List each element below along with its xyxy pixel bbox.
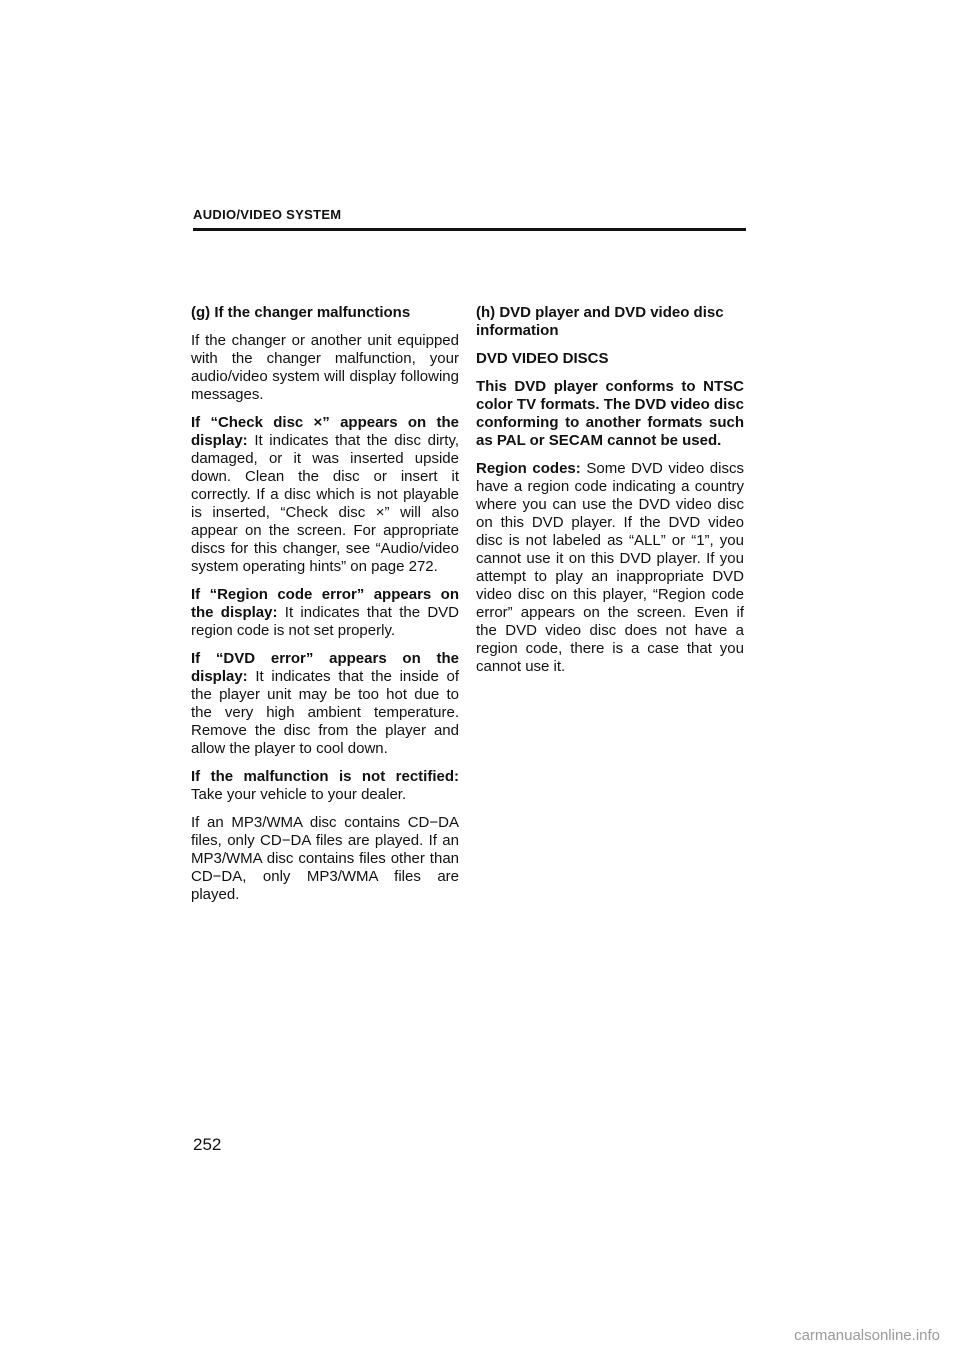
region-codes-paragraph — [476, 460, 744, 676]
item-region-code-error — [191, 586, 459, 640]
item-label: If “Region code error” appears on the display: — [191, 586, 459, 621]
section-h-heading: (h) DVD player and DVD video disc information — [476, 304, 724, 339]
region-codes-text: Some DVD video discs have a region code indicating a country where you can use the DVD video disc on this DVD player. If the DVD video disc is not labeled as “ALL” or “1”, you cannot use it on this DVD player. If you attempt to play an inappropriate DVD video disc on this player, “Region code error” appears on the screen. Even if the DVD video disc does not have a region code, there is a case that you cannot use it. — [476, 460, 744, 675]
item-label: If the malfunction is not rectified: — [191, 768, 459, 785]
header-rule — [193, 228, 746, 231]
intro-paragraph: If the changer or another unit equipped with the changer malfunction, your audio/video system will display following messages. — [191, 332, 459, 403]
section-title: AUDIO/VIDEO SYSTEM — [193, 207, 342, 222]
section-g-heading: (g) If the changer malfunctions — [191, 304, 411, 321]
item-dvd-error — [191, 650, 459, 758]
item-text: It indicates that the inside of the player unit may be too hot due to the very high ambient temperature. Remove the disc from the player and allow the player to cool down. — [191, 668, 459, 757]
dvd-video-discs-subheading: DVD VIDEO DISCS — [476, 350, 609, 367]
right-column — [476, 304, 744, 686]
item-label: If “Check disc ×” appears on the display: — [191, 414, 459, 449]
watermark: carmanualsonline.info — [794, 1327, 940, 1344]
ntsc-paragraph: This DVD player conforms to NTSC color TV formats. The DVD video disc conforming to another formats such as PAL or SECAM cannot be used. — [476, 378, 744, 449]
left-column — [191, 304, 459, 914]
mp3-wma-paragraph: If an MP3/WMA disc contains CD−DA files, only CD−DA files are played. If an MP3/WMA disc contains files other than CD−DA, only MP3/WMA files are played. — [191, 814, 459, 903]
item-check-disc — [191, 414, 459, 576]
item-text: It indicates that the disc dirty, damaged, or it was inserted upside down. Clean the disc or insert it correctly. If a disc which is not playable is inserted, “Check disc ×” will also appear on the screen. For appropriate discs for this changer, see “Audio/video system operating hints” on page 272. — [191, 432, 459, 575]
page-number: 252 — [193, 1135, 222, 1154]
item-text: Take your vehicle to your dealer. — [191, 786, 407, 803]
item-label: If “DVD error” appears on the display: — [191, 650, 459, 685]
item-not-rectified — [191, 768, 459, 804]
region-codes-label: Region codes: — [476, 460, 581, 477]
item-text: It indicates that the DVD region code is not set properly. — [191, 604, 459, 639]
